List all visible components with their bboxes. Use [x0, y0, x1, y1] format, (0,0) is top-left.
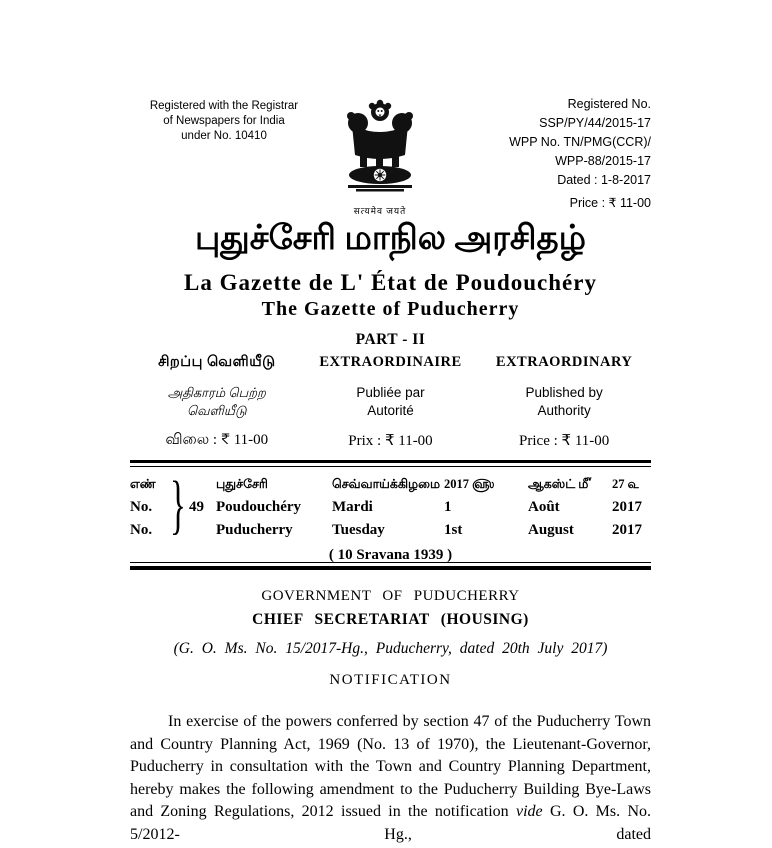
part-label: PART - II	[355, 331, 426, 348]
edition-type-row	[130, 354, 651, 372]
weekday: Mardi	[332, 499, 373, 515]
issue-table	[130, 468, 651, 564]
double-rule-top-thick	[130, 460, 651, 463]
registration-price: Price : ₹ 11-00	[569, 196, 651, 210]
year: 27 ௳	[612, 476, 639, 491]
year: 2017	[612, 499, 642, 515]
authority-french-line-2: Autorité	[367, 403, 414, 418]
place-name: Puducherry	[216, 522, 293, 538]
registrar-note-line-1: Registered with the Registrar	[149, 100, 299, 112]
registration-number-2: WPP No. TN/PMG(CCR)/	[509, 135, 651, 149]
day: 2017 ௵	[444, 476, 495, 491]
issue-label: No.	[130, 499, 153, 515]
registration-number-1: SSP/PY/44/2015-17	[539, 116, 651, 130]
double-rule-bottom-thick	[130, 566, 651, 570]
authority-english-line-1: Published by	[525, 385, 603, 400]
edition-type-tamil: சிறப்பு வெளியீடு	[158, 354, 276, 370]
day: 1st	[444, 522, 463, 538]
paragraph-text-after-vide: G. O. Ms. No. 5/2012- Hg., dated	[130, 803, 651, 843]
gazette-title-english: The Gazette of Puducherry	[261, 298, 520, 320]
price-french: Prix : ₹ 11-00	[348, 433, 433, 449]
registration-block	[391, 95, 651, 213]
month: August	[528, 522, 574, 538]
authority-french	[304, 384, 478, 420]
weekday: செவ்வாய்க்கிழமை	[332, 476, 441, 491]
price-english: Price : ₹ 11-00	[519, 433, 610, 449]
authority-tamil-line-2: வெளியீடு	[186, 403, 247, 418]
month: ஆகஸ்ட் ௴	[528, 476, 592, 491]
issue-label: No.	[130, 522, 153, 538]
registrar-note	[133, 99, 315, 144]
year: 2017	[612, 522, 642, 538]
day: 1	[444, 499, 452, 515]
go-reference: (G. O. Ms. No. 15/2017-Hg., Puducherry, dated 20th July 2017)	[173, 640, 608, 657]
edition-type-french: EXTRAORDINAIRE	[319, 354, 462, 370]
double-rule-bottom-thin	[130, 562, 651, 563]
price-tamil: விலை : ₹ 11-00	[165, 432, 269, 448]
place-name: புதுச்சேரி	[216, 476, 268, 491]
registrar-note-line-3: under No. 10410	[181, 130, 267, 142]
issue-row-english	[130, 519, 651, 542]
registration-label: Registered No.	[567, 97, 651, 111]
registrar-note-line-2: of Newspapers for India	[163, 115, 285, 127]
issue-number: 49	[189, 499, 204, 515]
emblem-motto: सत्यमेव जयते	[353, 206, 407, 216]
issue-label: எண்	[130, 476, 156, 491]
government-heading: GOVERNMENT OF PUDUCHERRY	[261, 588, 520, 604]
gazette-title-tamil: புதுச்சேரி மாநில அரசிதழ்	[194, 220, 587, 257]
authority-french-line-1: Publiée par	[356, 385, 425, 400]
double-rule-top-thin	[130, 466, 651, 467]
gazette-title-french: La Gazette de L' État de Poudouchéry	[184, 270, 597, 295]
authority-tamil	[130, 384, 304, 420]
notification-paragraph	[130, 711, 651, 846]
place-name: Poudouchéry	[216, 499, 302, 515]
registration-dated: Dated : 1-8-2017	[557, 173, 651, 187]
notification-heading: NOTIFICATION	[329, 672, 452, 688]
weekday: Tuesday	[332, 522, 385, 538]
paragraph-text-before-vide: In exercise of the powers conferred by section 47 of the Puducherry Town and Country Planning Act, 1969 (No. 13 of 1970), the Lieutenant-Governor, Puducherry in consultation with the Town and Country Planning Department, hereby makes the following amendment to the Puducherry Building Bye-Laws and Zoning Regulations, 2012 issued in the notification	[130, 713, 651, 820]
vide-word: vide	[515, 803, 543, 820]
authority-english	[477, 384, 651, 420]
authority-row	[130, 384, 651, 420]
month: Août	[528, 499, 560, 515]
authority-tamil-line-1: அதிகாரம் பெற்ற	[167, 385, 266, 400]
saka-date: ( 10 Sravana 1939 )	[328, 547, 453, 563]
row-brace: }	[170, 468, 186, 541]
authority-english-line-2: Authority	[537, 403, 591, 418]
registration-number-3: WPP-88/2015-17	[555, 154, 651, 168]
issue-row-french	[130, 496, 651, 519]
price-row	[130, 431, 651, 450]
issue-row-tamil	[130, 473, 651, 496]
department-heading: CHIEF SECRETARIAT (HOUSING)	[252, 611, 529, 628]
edition-type-english: EXTRAORDINARY	[495, 354, 633, 370]
